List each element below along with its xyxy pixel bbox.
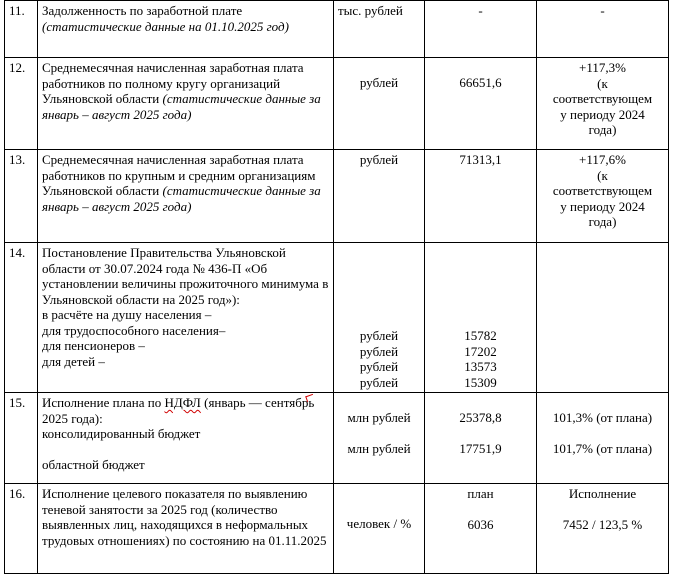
unit-cell: [334, 243, 425, 393]
indicator-cell: [38, 243, 334, 393]
unit-text: млн рублей: [347, 440, 411, 456]
title-text: (январь — сентябрь 2025 года):: [42, 395, 315, 426]
plan-header: план: [467, 486, 494, 501]
change-note: (к: [597, 75, 608, 91]
change-cell: [537, 393, 669, 484]
value-cell: 71313,1: [425, 150, 537, 243]
table-row-14: [5, 243, 669, 393]
value-text: 15782: [464, 328, 497, 343]
value-cell: [425, 243, 537, 393]
value-text: 15309: [464, 374, 497, 390]
change-percent: +117,6%: [579, 152, 626, 167]
indicator-cell: [38, 150, 334, 243]
table-row-13: [5, 150, 669, 243]
title-text: Исполнение плана по: [42, 395, 165, 410]
value-cell: [425, 484, 537, 574]
execution-header: Исполнение: [568, 486, 637, 501]
list-item: областной бюджет: [42, 456, 145, 472]
list-item: в расчёте на душу населения –: [42, 307, 212, 322]
change-note: у периоду 2024: [560, 106, 645, 122]
unit-text: рублей: [359, 374, 399, 390]
value-cell: [425, 393, 537, 484]
list-item: для пенсионеров –: [42, 338, 145, 353]
unit-cell: человек / %: [334, 484, 425, 574]
indicator-cell: [38, 58, 334, 150]
unit-text: рублей: [359, 328, 399, 343]
indicator-title: Среднемесячная начисленная заработная плата работников по полному кругу организаций Ульяновской области: [42, 60, 304, 106]
row-number: 15.: [5, 393, 38, 484]
row-number: 12.: [5, 58, 38, 150]
change-cell: [537, 58, 669, 150]
table-row-11: [5, 1, 669, 58]
indicator-title: Задолженность по заработной плате: [42, 3, 243, 18]
change-text: 101,3% (от плана): [552, 410, 653, 425]
indicator-title: Постановление Правительства Ульяновской области от 30.07.2024 года № 436-П «Об установлении величины прожиточного минимума в Ульяновской области на 2025 год»):: [42, 245, 329, 307]
title-abbreviation: НДФЛ: [164, 395, 201, 410]
list-item: консолидированный бюджет: [42, 426, 201, 441]
value-text: 17751,9: [459, 440, 502, 456]
plan-value: 6036: [467, 516, 494, 532]
indicator-title: [42, 395, 329, 426]
unit-text: млн рублей: [347, 410, 411, 425]
change-cell: [537, 243, 669, 393]
table-row-12: [5, 58, 669, 150]
value-text: 13573: [464, 359, 497, 374]
indicator-note: (статистические данные за январь – август 2025 года): [42, 183, 321, 214]
change-percent: +117,3%: [579, 60, 626, 75]
unit-text: рублей: [359, 343, 399, 359]
value-cell: -: [425, 1, 537, 58]
indicator-note: (статистические данные за январь – август 2025 года): [42, 91, 321, 122]
indicator-note: (статистические данные на 01.10.2025 год): [42, 18, 289, 34]
list-item: для трудоспособного населения–: [42, 322, 226, 338]
unit-cell: рублей: [334, 150, 425, 243]
unit-cell: тыс. рублей: [334, 1, 425, 58]
indicator-cell: [38, 393, 334, 484]
row-number: 11.: [5, 1, 38, 58]
change-cell: [537, 150, 669, 243]
unit-text: рублей: [359, 359, 399, 374]
value-cell: 66651,6: [425, 58, 537, 150]
row-number: 14.: [5, 243, 38, 393]
unit-cell: рублей: [334, 58, 425, 150]
change-note: соответствующем: [552, 183, 653, 198]
indicator-cell: [38, 1, 334, 58]
change-note: у периоду 2024: [560, 198, 645, 214]
change-note: соответствующем: [552, 91, 653, 106]
execution-value: 7452 / 123,5 %: [562, 516, 643, 532]
value-text: 25378,8: [459, 410, 502, 425]
change-cell: [537, 484, 669, 574]
unit-cell: [334, 393, 425, 484]
indicators-table: [4, 0, 669, 574]
table-row-16: [5, 484, 669, 574]
indicator-cell: Исполнение целевого показателя по выявлению теневой занятости за 2025 год (количество выявленных лиц, находящихся в неформальных трудовых отношениях) по состоянию на 01.11.2025: [38, 484, 334, 574]
change-cell: -: [537, 1, 669, 58]
change-note: года): [588, 214, 617, 229]
change-note: года): [588, 122, 617, 137]
list-item: для детей –: [42, 353, 105, 369]
change-note: (к: [597, 167, 608, 183]
row-number: 13.: [5, 150, 38, 243]
table-row-15: [5, 393, 669, 484]
row-number: 16.: [5, 484, 38, 574]
value-text: 17202: [464, 343, 497, 359]
indicator-title: Среднемесячная начисленная заработная плата работников по крупным и средним организациям Ульяновской области: [42, 152, 316, 198]
document-page: [4, 0, 668, 581]
change-text: 101,7% (от плана): [552, 440, 653, 456]
